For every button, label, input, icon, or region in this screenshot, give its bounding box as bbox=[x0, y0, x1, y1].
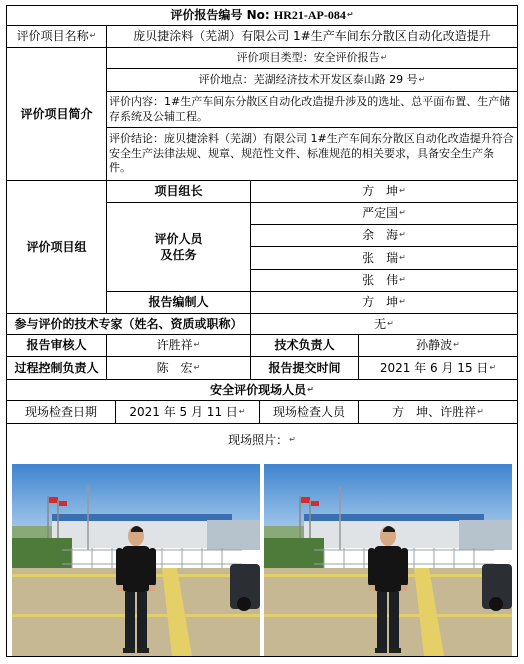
site-photos bbox=[12, 464, 512, 656]
project-name-label: 评价项目名称 ↵ bbox=[16, 29, 97, 44]
member-4: 张 伟 ↵ bbox=[251, 270, 517, 292]
experts-value: 无 ↵ bbox=[250, 314, 517, 334]
report-number-value: HR21-AP-084 bbox=[273, 8, 346, 23]
report-number-label: 评价报告编号 No: bbox=[170, 8, 270, 23]
checker-label: 现场检查人员 bbox=[259, 401, 358, 423]
site-photo-2 bbox=[264, 464, 512, 656]
reviewer-value: 许胜祥 ↵ bbox=[106, 335, 250, 356]
tech-lead-value: 孙静波 ↵ bbox=[358, 335, 517, 356]
experts-label: 参与评价的技术专家（姓名、资质或职称） bbox=[14, 316, 243, 331]
site-photo-2-image bbox=[264, 464, 512, 656]
check-date-value: 2021 年 5 月 11 日 ↵ bbox=[115, 401, 259, 423]
site-title-row bbox=[7, 380, 517, 401]
submit-date-value: 2021 年 6 月 15 日 ↵ bbox=[358, 357, 517, 379]
project-location: 评价地点：芜湖经济技术开发区泰山路 29 号 ↵ bbox=[107, 69, 517, 92]
site-check-row bbox=[7, 401, 517, 424]
reviewer-label: 报告审核人 bbox=[26, 338, 87, 353]
site-photo-label: 现场照片： ↵ bbox=[228, 432, 296, 447]
site-personnel-title: 安全评价现场人员 ↵ bbox=[210, 382, 314, 397]
check-date-label: 现场检查日期 bbox=[24, 404, 97, 419]
process-row bbox=[7, 357, 517, 380]
member-3: 张 瑞 ↵ bbox=[251, 247, 517, 270]
leader-value: 方 坤 ↵ bbox=[251, 181, 517, 203]
project-conclusion: 评价结论：庞贝捷涂料（芜湖）有限公司 1#生产车间东分散区自动化改造提升符合安全生产法律法规、规章、规范性文件、标准规范的相关要求，具备安全生产条件。 bbox=[107, 128, 517, 181]
experts-row bbox=[7, 314, 517, 335]
evaluation-report-form bbox=[6, 5, 518, 657]
project-type: 评价项目类型：安全评价报告 ↵ bbox=[107, 48, 517, 69]
project-content: 评价内容：1#生产车间东分散区自动化改造提升涉及的选址、总平面布置、生产储存系统及公辅工程。 bbox=[107, 92, 517, 128]
checker-value: 方 坤、许胜祥 ↵ bbox=[358, 401, 517, 423]
members-label: 评价人员 及任务 bbox=[107, 203, 250, 292]
project-team-label: 评价项目组 bbox=[7, 181, 106, 314]
project-summary-label: 评价项目简介 bbox=[7, 48, 106, 181]
writer-label: 报告编制人 bbox=[107, 292, 250, 314]
member-1: 严定国 ↵ bbox=[251, 203, 517, 225]
site-photo-1 bbox=[12, 464, 260, 656]
project-name-row bbox=[7, 26, 517, 48]
process-lead-label: 过程控制负责人 bbox=[14, 360, 99, 375]
writer-value: 方 坤 ↵ bbox=[251, 292, 517, 314]
site-photo-1-image bbox=[12, 464, 260, 656]
tech-lead-label: 技术负责人 bbox=[250, 335, 358, 356]
member-2: 余 海 ↵ bbox=[251, 225, 517, 247]
report-number: 评价报告编号 No: HR21-AP-084 ↵ bbox=[170, 8, 354, 23]
submit-date-label: 报告提交时间 bbox=[250, 357, 358, 379]
project-name-value: 庞贝捷涂料（芜湖）有限公司 1#生产车间东分散区自动化改造提升 bbox=[106, 26, 517, 47]
leader-label: 项目组长 bbox=[107, 181, 250, 203]
report-number-row bbox=[7, 6, 517, 26]
review-row bbox=[7, 335, 517, 357]
process-lead-value: 陈 宏 ↵ bbox=[106, 357, 250, 379]
